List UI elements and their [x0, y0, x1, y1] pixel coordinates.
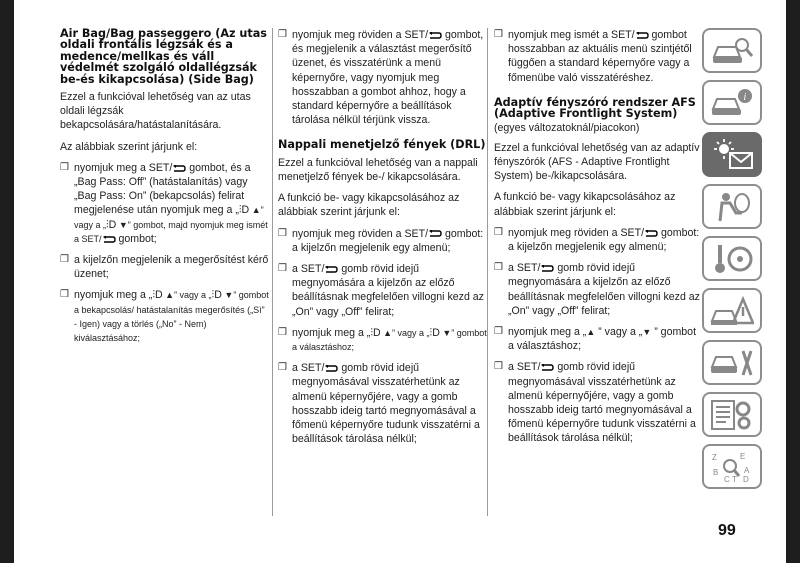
tab-technical-data[interactable] — [702, 392, 762, 437]
tab-starting-driving[interactable] — [702, 236, 762, 281]
paragraph: A funkció be- vagy kikapcsolásához az alábbiak szerint járjunk el: — [494, 191, 676, 218]
car-search-icon — [710, 35, 754, 67]
checkbox-bullet-icon: ❒ — [60, 254, 69, 266]
return-arrow-icon — [172, 165, 186, 172]
car-service-tools-icon — [710, 347, 754, 379]
tab-car-search[interactable] — [702, 28, 762, 73]
list-item: ❒ nyomjuk meg a „⫶D ▲” vagy a „⫶D ▼” gombot a választáshoz; — [278, 326, 487, 353]
return-arrow-icon — [324, 365, 338, 372]
column-divider — [487, 28, 488, 516]
svg-text:Z: Z — [712, 453, 717, 462]
paragraph: Az alábbiak szerint járjunk el: — [60, 140, 198, 153]
return-arrow-icon — [324, 266, 338, 273]
svg-text:B: B — [713, 468, 719, 477]
headlight-icon: ⫶D — [370, 326, 381, 339]
headlight-icon: ⫶D — [238, 204, 250, 217]
svg-text:E: E — [740, 452, 746, 461]
headlight-icon: ⫶D — [106, 218, 117, 231]
airbag-person-icon — [710, 191, 754, 223]
list-item: ❒ nyomjuk meg a „▲ ” vagy a „▼ ” gombot a választáshoz; — [494, 326, 697, 353]
section-title-afs: Adaptív fényszóró rendszer AFS (Adaptive Frontlight System) — [494, 95, 696, 121]
tab-warning-lights[interactable] — [702, 132, 762, 177]
column-1 — [60, 28, 270, 352]
list-item: ❒ nyomjuk meg röviden a SET/ gombot: a kijelzőn megjelenik egy almenü; — [494, 226, 700, 254]
headlight-icon: ⫶D — [152, 289, 163, 302]
list-item: ❒ nyomjuk meg a „⫶D ▲” vagy a „⫶D ▼” gombot a bekapcsolás/ hatástalanítás megerősítés („Sì” - Igen) vagy a törlés („No” - Nem) kiválasztásához; — [60, 289, 269, 344]
list-item: ❒ nyomjuk meg ismét a SET/ gombot hosszabban az aktuális menü szintjétől függően a standard képernyőre vagy a főmenübe való visszatéréshez. — [494, 29, 692, 84]
paragraph: Ezzel a funkcióval lehetőség van az utas oldali légzsák bekapcsolására/hatástalanítására. — [60, 91, 251, 132]
checkbox-bullet-icon: ❒ — [278, 326, 287, 338]
paragraph: Ezzel a funkcióval lehetőség van a nappali menetjelző fények be-/ kikapcsolására. — [278, 156, 478, 184]
list-item: ❒ a kijelzőn megjelenik a megerősítést kérő üzenet; — [60, 254, 269, 281]
section-title-airbag: Air Bag/Bag passeggero (Az utas oldali frontális légzsák és a medence/mellkas és váll védelmét szolgáló oldallégzsák be-és kikapcsolása) (Side Bag) — [60, 27, 267, 86]
alphabetical-index-icon — [710, 451, 754, 483]
list-item: ❒ nyomjuk meg röviden a SET/ gombot, és megjelenik a választást megerősítő üzenet, és visszatérünk a menü képernyőre, vagy nyomjuk meg hosszabban a gombot ahhoz, hogy a standard képernyőre a beállítások tárolása nélkül térjünk vissza. — [278, 29, 484, 127]
roadside-warning-icon — [710, 295, 754, 327]
list-item: ❒ nyomjuk meg röviden a SET/ gombot: a kijelzőn megjelenik egy almenü; — [278, 227, 484, 254]
return-arrow-icon — [102, 236, 116, 243]
headlight-icon: ⫶D — [211, 289, 222, 302]
svg-text:A: A — [744, 466, 750, 475]
key-steering-wheel-icon — [710, 243, 754, 275]
list-item: ❒ a SET/ gomb rövid idejű megnyomásával visszatérhetünk az almenü képernyőjére, vagy a gomb hosszabb ideig tartó megnyomásával a főmenü képernyőre tudunk visszatérni a beállítások tárolása nélkül; — [494, 361, 696, 445]
return-arrow-icon — [540, 364, 554, 371]
technical-data-icon — [710, 399, 754, 431]
tab-emergency[interactable] — [702, 288, 762, 333]
checkbox-bullet-icon: ❒ — [494, 262, 503, 274]
return-arrow-icon — [635, 32, 649, 39]
tab-maintenance[interactable] — [702, 340, 762, 385]
list-item: ❒ a SET/ gomb rövid idejű megnyomására a kijelzőn az előző beállításnak megfelelően villogni kezd az „On” vagy „Off” felirat; — [278, 263, 484, 318]
tab-car-info[interactable] — [702, 80, 762, 125]
checkbox-bullet-icon: ❒ — [60, 161, 69, 173]
checkbox-bullet-icon: ❒ — [278, 29, 287, 40]
return-arrow-icon — [428, 230, 442, 237]
up-arrow-icon: ▲ — [586, 327, 596, 338]
checkbox-bullet-icon: ❒ — [494, 326, 503, 338]
svg-text:i: i — [743, 92, 747, 103]
checkbox-bullet-icon: ❒ — [278, 263, 287, 275]
return-arrow-icon — [428, 32, 442, 39]
return-arrow-icon — [644, 230, 658, 237]
checkbox-bullet-icon: ❒ — [494, 361, 503, 373]
return-arrow-icon — [540, 265, 554, 272]
svg-text:D: D — [743, 475, 749, 483]
paragraph: Ezzel a funkcióval lehetőség van az adaptív fényszórók (AFS - Adaptive Frontlight System) be-/kikapcsolására. — [494, 141, 700, 183]
tab-index[interactable] — [702, 444, 762, 489]
checkbox-bullet-icon: ❒ — [278, 362, 287, 374]
manual-page — [14, 0, 786, 563]
headlight-icon: ⫶D — [429, 326, 440, 339]
svg-text:C: C — [724, 475, 730, 483]
checkbox-bullet-icon: ❒ — [278, 227, 287, 239]
list-item: ❒ a SET/ gomb rövid idejű megnyomásával visszatérhetünk az almenü képernyőjére, vagy a gomb hosszabb ideig tartó megnyomásával a főmenü képernyőre tudunk visszatérni a beállítások tárolása nélkül; — [278, 362, 480, 446]
checkbox-bullet-icon: ❒ — [494, 29, 503, 40]
chapter-tabs — [702, 28, 766, 496]
paragraph: A funkció be- vagy kikapcsolásához az alábbiak szerint járjunk el: — [278, 192, 460, 219]
car-info-icon — [710, 87, 754, 119]
section-title-drl: Nappali menetjelző fények (DRL) — [278, 138, 486, 152]
checkbox-bullet-icon: ❒ — [494, 226, 503, 238]
down-arrow-icon: ▼ — [642, 327, 652, 338]
page-number: 99 — [718, 522, 736, 539]
warning-light-message-icon — [710, 139, 754, 171]
list-item: ❒ nyomjuk meg a SET/ gombot, és a „Bag Pass: Off” (hatástalanítás) vagy „Bag Pass: On” (bekapcsolás) felirat megjelenése után nyomjuk meg a „⫶D ▲” vagy a „⫶D ▼” gombot, majd nyomjuk meg ismét a SET/ gombot; — [60, 161, 268, 245]
column-divider — [272, 28, 273, 516]
svg-text:T: T — [732, 475, 737, 483]
tab-safety[interactable] — [702, 184, 762, 229]
checkbox-bullet-icon: ❒ — [60, 289, 69, 301]
column-2 — [278, 28, 490, 453]
column-3 — [494, 28, 702, 453]
section-subtitle: (egyes változatoknál/piacokon) — [494, 121, 640, 134]
list-item: ❒ a SET/ gomb rövid idejű megnyomására a kijelzőn az előző beállításnak megfelelően villogni kezd az „On” vagy „Off” felirat; — [494, 262, 700, 317]
